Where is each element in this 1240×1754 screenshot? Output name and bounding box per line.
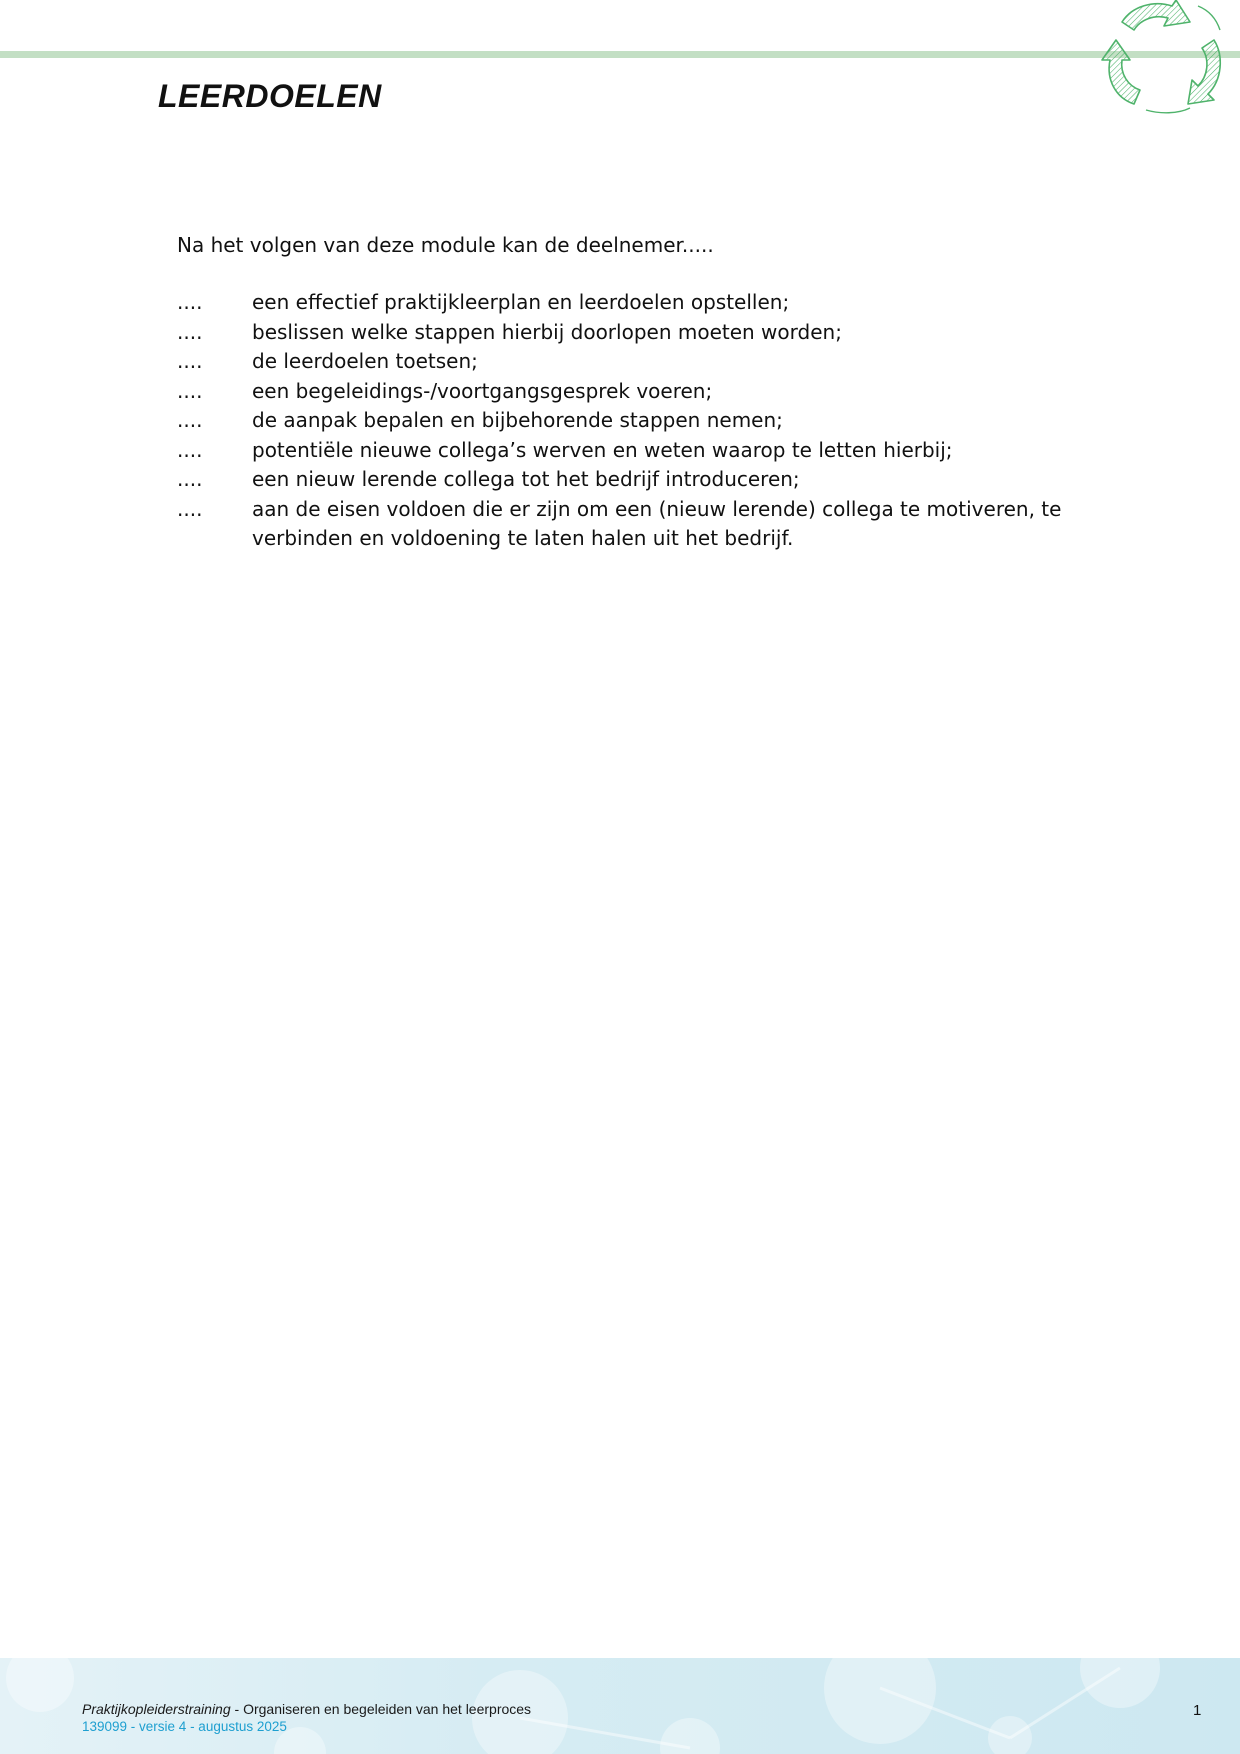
goal-text: potentiële nieuwe collega’s werven en weten waarop te letten hierbij; [252, 437, 953, 462]
list-marker: .... [177, 378, 203, 403]
goal-text: de leerdoelen toetsen; [252, 349, 478, 373]
list-item [177, 347, 1077, 377]
list-marker: .... [177, 496, 203, 521]
list-item [177, 495, 1077, 554]
list-item [177, 318, 1077, 348]
list-marker: .... [177, 290, 203, 314]
list-item [177, 465, 1077, 495]
learning-goals-list [177, 288, 1077, 554]
goal-text: beslissen welke stappen hierbij doorlopen moeten worden; [252, 319, 842, 344]
header-rule [0, 51, 1240, 58]
list-marker: .... [177, 408, 203, 432]
goal-text: aan de eisen voldoen die er zijn om een (nieuw lerende) collega te motiveren, te verbinden en voldoening te laten halen uit het bedrijf. [252, 496, 1062, 550]
list-item [177, 436, 1077, 466]
page-number: 1 [1193, 1702, 1202, 1719]
list-marker: .... [177, 437, 203, 462]
footer-title [82, 1701, 531, 1717]
goal-text: een begeleidings-/voortgangsgesprek voeren; [252, 378, 713, 403]
footer-version: 139099 - versie 4 - augustus 2025 [82, 1719, 287, 1734]
intro-text: Na het volgen van deze module kan de deelnemer..... [177, 233, 714, 257]
list-item [177, 406, 1077, 436]
list-item [177, 377, 1077, 407]
list-marker: .... [177, 319, 203, 344]
goal-text: een nieuw lerende collega tot het bedrijf introduceren; [252, 467, 800, 491]
page-title: LEERDOELEN [158, 78, 382, 114]
goal-text: de aanpak bepalen en bijbehorende stappen nemen; [252, 408, 783, 432]
list-marker: .... [177, 467, 203, 491]
footer-title-italic: Praktijkopleiderstraining [82, 1701, 231, 1717]
page-footer [0, 1658, 1240, 1754]
recycle-icon [1098, 0, 1240, 118]
goal-text: een effectief praktijkleerplan en leerdoelen opstellen; [252, 290, 790, 314]
footer-title-rest: - Organiseren en begeleiden van het leerproces [230, 1701, 532, 1717]
list-item [177, 288, 1077, 318]
list-marker: .... [177, 349, 203, 373]
